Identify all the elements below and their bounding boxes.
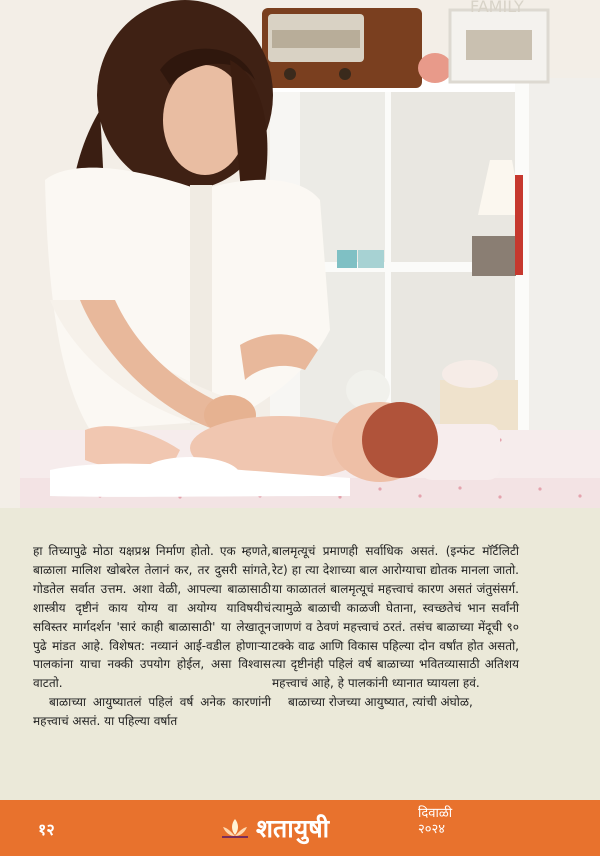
piggy-bank bbox=[418, 53, 452, 83]
paragraph: बाळाच्या आयुष्यातलं पहिलं वर्ष अनेक कारणांनी महत्त्वाचं असतं. या पहिल्या वर्षात bbox=[33, 695, 271, 729]
edition-year: २०२४ bbox=[418, 822, 446, 837]
small-box bbox=[358, 250, 384, 268]
page-number: १२ bbox=[38, 820, 55, 839]
right-column bbox=[272, 542, 519, 712]
page-footer bbox=[0, 800, 600, 856]
family-frame bbox=[450, 0, 548, 82]
vintage-radio bbox=[262, 8, 422, 88]
lotus-icon bbox=[220, 816, 250, 840]
paragraph: बालमृत्यूचं प्रमाणही सर्वाधिक असतं. (इन्फंट मॉर्टॅलिटी रेट) हा त्या देशाच्या बाल आरोग्याचा द्योतक मानला जातो. या काळातलं बालमृत्यूचं महत्त्वाचं कारण असतं जंतुसंसर्ग. त्यामुळे बाळाची काळजी घेताना, स्वच्छतेचं भान सर्वांनी जाणणं व ठेवणं महत्त्वाचं ठरतं. तसंच बाळाच्या मेंदूची ९० टक्के वाढ आणि विकास पहिल्या दोन वर्षांत होत असतो, त्या दृष्टीनंही पहिलं वर्ष बाळाच्या भवितव्यासाठी अतिशय महत्त्वाचं आहे, हे पालकांनी ध्यानात घ्यायला हवं. bbox=[272, 544, 519, 691]
small-box bbox=[337, 250, 357, 268]
paragraph: बाळाच्या रोजच्या आयुष्यात, त्यांची अंघोळ, bbox=[288, 695, 473, 710]
article-body bbox=[0, 508, 600, 800]
brand-logo bbox=[220, 808, 329, 848]
edition-label bbox=[418, 806, 452, 838]
paragraph: हा तिच्यापुढे मोठा यक्षप्रश्न निर्माण होतो. एक म्हणते, बाळाला मालिश खोबरेल तेलानं कर, तर दुसरी सांगते, गोडतेल सर्वात उत्तम. अशा वेळी, आपल्या बाळासाठी शास्त्रीय दृष्टीनं काय योग्य वा अयोग्य याविषयीचं सविस्तर मार्गदर्शन 'सारं काही बाळासाठी' या लेखातून पुढे मांडत आहे. विशेषत: नव्यानं आई-वडील होणाऱ्या पालकांना याचा नक्की उपयोग होईल, असा विश्वास वाटतो. bbox=[33, 544, 271, 691]
brand-title: शतायुषी bbox=[256, 814, 330, 843]
towel bbox=[442, 360, 498, 388]
edition-line: दिवाळी bbox=[418, 806, 453, 821]
left-column bbox=[33, 542, 271, 731]
frame-text: FAMILY bbox=[470, 0, 524, 16]
